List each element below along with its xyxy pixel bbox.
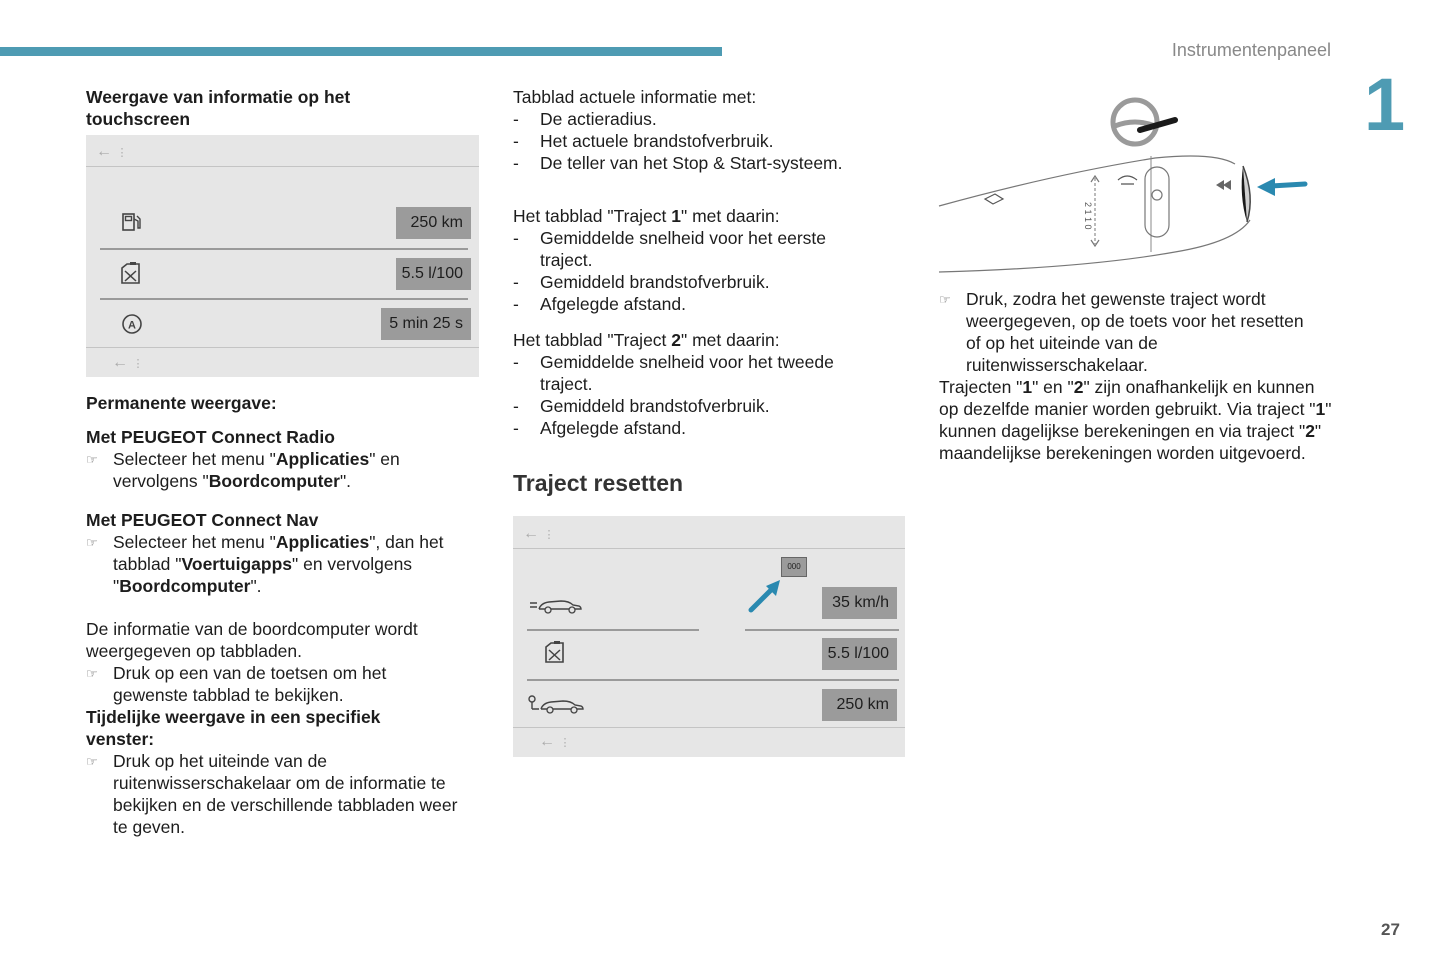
instruction-item: ☞ Druk op het uiteinde van de ruitenwisserschakelaar om de informatie te bekijken en de verschillende tabbladen weer te geven. (86, 751, 458, 837)
divider (745, 629, 899, 631)
list-item: - De teller van het Stop & Start-systeem. (513, 153, 843, 173)
instruction-item: ☞ Druk, zodra het gewenste traject wordt weergegeven, op de toets voor het resetten of op het uiteinde van de ruitenwisserschakelaar. (939, 289, 1304, 375)
instruction-item: ☞ Selecteer het menu "Applicaties", dan het tabblad "Voertuigapps" en vervolgens "Boordcomputer". (86, 532, 444, 596)
back-arrow-icon: ← ⋮ (539, 733, 571, 750)
svg-text:A: A (128, 319, 136, 332)
list-item: - Afgelegde afstand. (513, 294, 686, 314)
section-heading: Weergave van informatie op het touchscreen (86, 87, 351, 129)
divider (100, 248, 468, 250)
pointer-icon: ☞ (86, 666, 98, 681)
press-arrow-icon (1257, 178, 1305, 196)
connect-radio-block (86, 426, 476, 492)
header-accent-bar (0, 47, 722, 56)
svg-text:2 1 1 0: 2 1 1 0 (1083, 202, 1093, 230)
front-wiper-icon (1118, 176, 1137, 184)
connect-nav-block (86, 509, 476, 597)
car-distance-icon (527, 693, 585, 715)
steering-wheel-icon (1113, 100, 1175, 144)
reset-instructions (939, 288, 1334, 464)
list-item: - Gemiddeld brandstofverbruik. (513, 396, 770, 416)
running-header: Instrumentenpaneel (1171, 40, 1331, 60)
back-arrow-icon: ← ⋮ (112, 354, 144, 371)
divider (527, 679, 899, 681)
trip1-block (513, 205, 853, 315)
back-arrow-icon: ← ⋮ (96, 143, 128, 160)
trips-paragraph: Trajecten "1" en "2" zijn onafhankelijk en kunnen op dezelfde manier worden gebruikt. Via traject "1" kunnen dagelijkse berekeningen en via traject "2" maandelijkse berekeningen worden uitgevoerd. (939, 377, 1332, 463)
info-block (86, 618, 466, 838)
trip-value-consumption: 5.5 l/100 (822, 638, 897, 670)
pointer-arrow-icon (747, 578, 787, 614)
page-number: 27 (1381, 920, 1400, 939)
reset-trip-button[interactable]: 000 (781, 557, 807, 577)
divider (513, 727, 905, 728)
current-info-intro: Tabblad actuele informatie met: (513, 87, 757, 107)
divider (513, 548, 905, 549)
rear-wiper-icon (985, 194, 1003, 204)
temporary-display-heading: Tijdelijke weergave in een specifiek venster: (86, 707, 381, 749)
list-item: - Gemiddelde snelheid voor het eerste traject. (513, 228, 827, 270)
back-arrow-icon: ← ⋮ (523, 525, 555, 542)
stop-start-icon (120, 312, 144, 336)
permanent-display-heading: Permanente weergave: (86, 393, 277, 413)
list-item: - Gemiddeld brandstofverbruik. (513, 272, 770, 292)
fuel-pump-icon (120, 210, 144, 234)
list-item: - De actieradius. (513, 109, 657, 129)
divider (527, 629, 699, 631)
touchscreen-trip-display (86, 135, 479, 377)
car-speed-icon (529, 595, 583, 615)
pointer-icon: ☞ (86, 754, 98, 769)
pointer-icon: ☞ (939, 292, 951, 307)
divider (100, 298, 468, 300)
trip-value-stop-start: 5 min 25 s (381, 308, 471, 340)
fuel-can-icon (542, 640, 568, 666)
pointer-icon: ☞ (86, 535, 98, 550)
pointer-icon: ☞ (86, 452, 98, 467)
connect-radio-title: Met PEUGEOT Connect Radio (86, 427, 335, 447)
instruction-item: ☞ Selecteer het menu "Applicaties" en vervolgens "Boordcomputer". (86, 449, 400, 491)
list-item: - Afgelegde afstand. (513, 418, 686, 438)
list-item: - Gemiddelde snelheid voor het tweede traject. (513, 352, 834, 394)
trip-value-distance: 250 km (822, 689, 897, 721)
current-info-block (513, 86, 893, 174)
trip2-intro: Het tabblad "Traject 2" met daarin: (513, 330, 780, 350)
reset-trip-heading: Traject resetten (513, 470, 684, 496)
trip-value-speed: 35 km/h (822, 587, 897, 619)
divider (86, 347, 479, 348)
wiper-stalk-illustration (935, 92, 1330, 277)
info-paragraph: De informatie van de boordcomputer wordt weergegeven op tabbladen. (86, 619, 418, 661)
trip1-intro: Het tabblad "Traject 1" met daarin: (513, 206, 780, 226)
connect-nav-title: Met PEUGEOT Connect Nav (86, 510, 319, 530)
fuel-can-icon (118, 261, 144, 287)
trip2-block (513, 329, 858, 439)
divider (86, 166, 479, 167)
trip-value-consumption: 5.5 l/100 (396, 258, 471, 290)
touchscreen-reset-display (513, 516, 905, 757)
chapter-number: 1 (1364, 63, 1406, 146)
trip-value-range: 250 km (396, 207, 471, 239)
list-item: - Het actuele brandstofverbruik. (513, 131, 774, 151)
instruction-item: ☞ Druk op een van de toetsen om het gewenste tabblad te bekijken. (86, 663, 387, 705)
